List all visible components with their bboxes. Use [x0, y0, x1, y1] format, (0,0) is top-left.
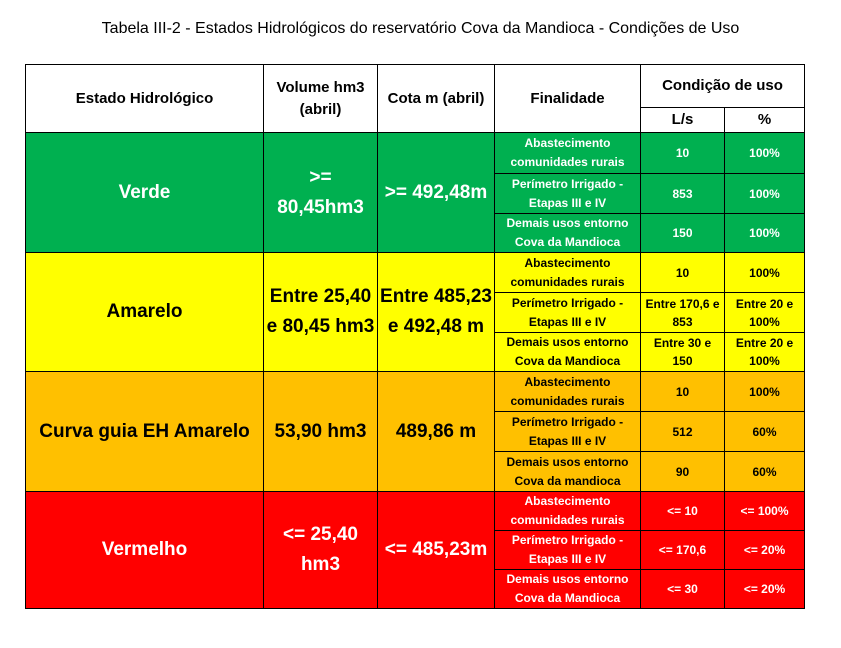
- pct-cell: 60%: [725, 412, 805, 452]
- hydrological-states-table: [25, 64, 805, 609]
- ls-cell: 10: [641, 372, 725, 412]
- ls-cell: <= 170,6: [641, 531, 725, 570]
- ls-cell: 512: [641, 412, 725, 452]
- state-name: Curva guia EH Amarelo: [26, 372, 264, 492]
- state-name: Vermelho: [26, 492, 264, 609]
- finalidade-cell: Demais usos entorno Cova da mandioca: [495, 452, 641, 492]
- header-cota: Cota m (abril): [378, 65, 495, 133]
- finalidade-cell: Perímetro Irrigado - Etapas III e IV: [495, 531, 641, 570]
- table-row: [26, 372, 805, 412]
- finalidade-cell: Demais usos entorno Cova da Mandioca: [495, 214, 641, 253]
- finalidade-cell: Abastecimento comunidades rurais: [495, 492, 641, 531]
- ls-cell: Entre 170,6 e 853: [641, 293, 725, 333]
- finalidade-cell: Abastecimento comunidades rurais: [495, 372, 641, 412]
- state-name: Amarelo: [26, 253, 264, 372]
- state-volume: >= 80,45hm3: [264, 133, 378, 253]
- state-cota: Entre 485,23 e 492,48 m: [378, 253, 495, 372]
- pct-cell: <= 20%: [725, 531, 805, 570]
- state-name: Verde: [26, 133, 264, 253]
- state-volume: <= 25,40 hm3: [264, 492, 378, 609]
- table-row: [26, 253, 805, 293]
- ls-cell: 150: [641, 214, 725, 253]
- pct-cell: Entre 20 e 100%: [725, 293, 805, 333]
- pct-cell: Entre 20 e 100%: [725, 333, 805, 372]
- state-volume: Entre 25,40 e 80,45 hm3: [264, 253, 378, 372]
- header-pct: %: [725, 108, 805, 133]
- finalidade-cell: Abastecimento comunidades rurais: [495, 253, 641, 293]
- pct-cell: 100%: [725, 253, 805, 293]
- header-finalidade: Finalidade: [495, 65, 641, 133]
- pct-cell: <= 100%: [725, 492, 805, 531]
- finalidade-cell: Demais usos entorno Cova da Mandioca: [495, 333, 641, 372]
- ls-cell: <= 30: [641, 570, 725, 609]
- pct-cell: 100%: [725, 372, 805, 412]
- ls-cell: Entre 30 e 150: [641, 333, 725, 372]
- finalidade-cell: Perímetro Irrigado - Etapas III e IV: [495, 293, 641, 333]
- finalidade-cell: Perímetro Irrigado - Etapas III e IV: [495, 412, 641, 452]
- pct-cell: <= 20%: [725, 570, 805, 609]
- state-cota: >= 492,48m: [378, 133, 495, 253]
- state-volume: 53,90 hm3: [264, 372, 378, 492]
- finalidade-cell: Perímetro Irrigado - Etapas III e IV: [495, 174, 641, 214]
- ls-cell: 853: [641, 174, 725, 214]
- table-row: [26, 133, 805, 174]
- finalidade-cell: Abastecimento comunidades rurais: [495, 133, 641, 174]
- pct-cell: 100%: [725, 174, 805, 214]
- ls-cell: 10: [641, 133, 725, 174]
- state-cota: <= 485,23m: [378, 492, 495, 609]
- header-volume: Volume hm3 (abril): [264, 65, 378, 133]
- pct-cell: 100%: [725, 133, 805, 174]
- table-caption: Tabela III-2 - Estados Hidrológicos do reservatório Cova da Mandioca - Condições de Uso: [101, 20, 740, 37]
- pct-cell: 100%: [725, 214, 805, 253]
- table-row: [26, 492, 805, 531]
- header-condicao: Condição de uso: [641, 65, 805, 108]
- finalidade-cell: Demais usos entorno Cova da Mandioca: [495, 570, 641, 609]
- ls-cell: 10: [641, 253, 725, 293]
- pct-cell: 60%: [725, 452, 805, 492]
- header-ls: L/s: [641, 108, 725, 133]
- header-estado: Estado Hidrológico: [26, 65, 264, 133]
- state-cota: 489,86 m: [378, 372, 495, 492]
- ls-cell: 90: [641, 452, 725, 492]
- ls-cell: <= 10: [641, 492, 725, 531]
